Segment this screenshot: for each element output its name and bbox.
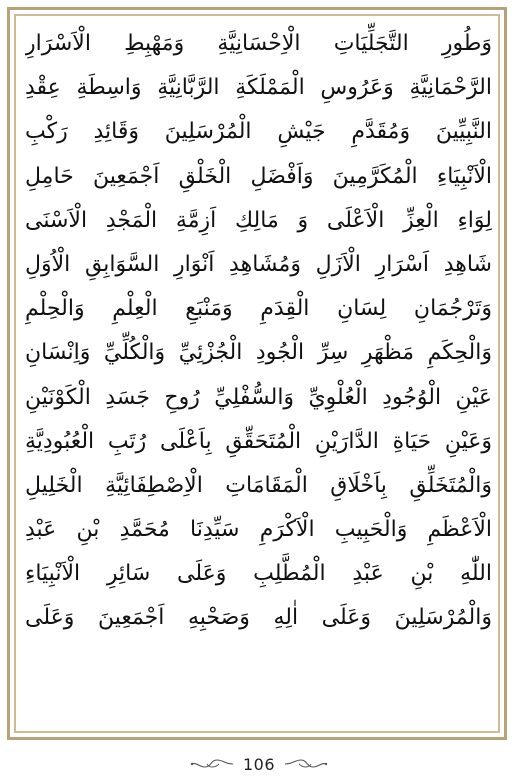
text-line-2: الرَّحْمَانِيَّةِ وَعَرُوسِ الْمَمْلَكَةِ الرَّبَّانِيَّةِ وَاسِطَةِ عِقْدِ xyxy=(25,75,492,101)
right-ornament-icon xyxy=(283,758,329,770)
left-ornament-icon xyxy=(189,758,235,770)
text-line-14: وَالْمُرْسَلِينَ وَعَلَى اٰلِهِ وَصَحْبِهِ اَجْمَعِينَ وَعَلَى xyxy=(25,605,492,631)
text-line-3: النَّبِيِّينَ وَمُقَدَّمِ جَيْشِ الْمُرْسَلِينَ وَقَائِدِ رَكْبِ xyxy=(25,119,492,145)
text-line-9: عَيْنِ الْوُجُودِ الْعُلْوِيِّ وَالسُّفْلِيِّ رُوحِ جَسَدِ الْكَوْنَيْنِ xyxy=(25,384,492,410)
text-line-11: وَالْمُتَخَلِّقِ بِاَخْلَاقِ الْمَقَامَاتِ الْاِصْطِفَائِيَّةِ الْخَلِيلِ xyxy=(25,472,492,498)
text-line-12: الْاَعْظَمِ وَالْحَبِيبِ الْاَكْرَمِ سَيِّدِنَا مُحَمَّدِ بْنِ عَبْدِ xyxy=(25,517,492,543)
page-footer xyxy=(0,752,518,776)
text-line-4: الْاَنْبِيَاءِ الْمُكَرَّمِينَ وَاَفْضَلِ الْخَلْقِ اَجْمَعِينَ حَامِلِ xyxy=(25,163,492,189)
text-line-7: وَتَرْجُمَانِ لِسَانِ الْقِدَمِ وَمَنْبَعِ الْعِلْمِ وَالْحِلْمِ xyxy=(25,296,492,322)
page-number: 106 xyxy=(242,754,276,774)
text-line-13: اللّٰهِ بْنِ عَبْدِ الْمُطَّلِبِ وَعَلَى سَائِرِ الْاَنْبِيَاءِ xyxy=(25,561,492,587)
text-line-10: وَعَيْنِ حَيَاةِ الدَّارَيْنِ الْمُتَحَقِّقِ بِاَعْلَى رُتَبِ الْعُبُودِيَّةِ xyxy=(25,428,492,454)
text-line-1: وَطُورِ التَّجَلِّيَاتِ الْاِحْسَانِيَّةِ وَمَهْبِطِ الْاَسْرَارِ xyxy=(25,31,492,56)
text-line-6: شَاهِدِ اَسْرَارِ الْاَزَلِ وَمُشَاهِدِ اَنْوَارِ السَّوَابِقِ الْاُوَلِ xyxy=(25,251,492,277)
text-line-5: لِوَاءِ الْعِزِّ الْاَعْلَى وَ مَالِكِ اَزِمَّةِ الْمَجْدِ الْاَسْنَى xyxy=(25,207,492,233)
arabic-text-block xyxy=(25,22,492,730)
text-line-8: وَالْحِكَمِ مَظْهَرِ سِرِّ الْجُودِ الْجُزْئِيِّ وَالْكُلِّيِّ وَاِنْسَانِ xyxy=(25,340,492,366)
